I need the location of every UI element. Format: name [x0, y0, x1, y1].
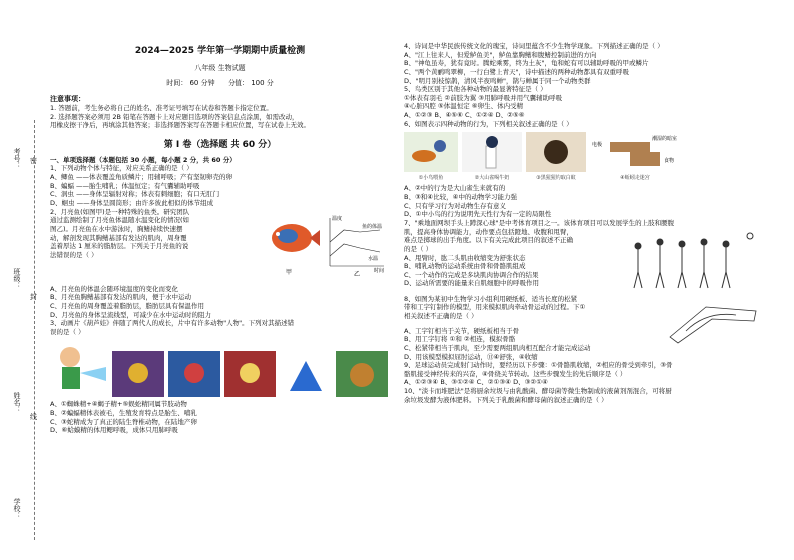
name-label: 姓名： — [13, 392, 21, 413]
question-line: C、"两个黄鹂鸣翠柳，一行白鹭上青天"，诗中描述的两种动物都具有双重呼吸 — [404, 67, 630, 76]
question-line: 5、鸟类区别于其他各种动物的最显著特征是（ ） — [404, 85, 547, 94]
question-line: B、月亮鱼胸鳍基部有发达的肌肉，便于水中运动 — [50, 293, 191, 302]
question-line: A、甩臂时，肱二头肌由收缩变为舒张状态 — [404, 253, 526, 262]
note-line: 2. 选择题答案必须用 2B 铅笔在答题卡上对应题目选项的答案信息点涂黑，如需改动， — [50, 112, 299, 121]
electrode-label: 电极 — [592, 142, 603, 149]
question-line: ④心脏四腔 ⑤体温恒定 ⑥卵生、体内受精 — [404, 102, 524, 111]
exam-title: 2024—2025 学年第一学期期中质量检测 — [134, 46, 306, 56]
y-axis-label: 温度 — [332, 215, 343, 222]
behavior-img-4 — [590, 132, 680, 181]
question-line: D、月亮鱼的身体呈流线型，可减少在水中运动时的阻力 — [50, 310, 212, 319]
behavior-img-2 — [462, 132, 522, 181]
score-label: 分值： — [227, 79, 249, 88]
question-line: D、用该模型模拟屈肘运动，⑪④舒张，④收缩 — [404, 352, 538, 361]
class-label: 班级： — [13, 268, 21, 289]
q2-block — [50, 208, 390, 285]
right-column — [404, 42, 760, 404]
cartoon-scene-1 — [112, 351, 164, 397]
question-line: ①体表有羽毛 ②前肢为翼 ③用肺呼吸并用气囊辅助呼吸 — [404, 93, 563, 102]
caption-jia: 甲 — [286, 268, 293, 276]
score-value: 100 分 — [251, 79, 274, 88]
question-line: 盖着厚达 1 厘米的脂肪层。下列关于月亮鱼的说 — [50, 242, 189, 251]
binding-margin — [0, 0, 40, 560]
behavior-images — [404, 131, 760, 181]
x-axis-label: 时间 — [374, 267, 385, 274]
question-line: 7、"乘地面网坝手头上蹲深心球"是中考体育项目之一。该体育项目可以发展学生的上肢和腰腹 — [404, 218, 675, 227]
exam-meta — [50, 79, 390, 88]
question-line: A、②中的行为是大山雀生来就有的 — [404, 184, 506, 193]
question-line: C、一个动作的完成是多块肌肉协调合作的结果 — [404, 270, 539, 279]
question-line: D、蛔虫 ——身体呈圆筒形；由许多彼此相似的体节组成 — [50, 198, 214, 207]
question-line: 难点是掷球的出手角度。以下有关完成此项目的叙述不正确 — [404, 236, 573, 245]
seal-mark-feng: 封 — [30, 293, 37, 301]
question-line: 1、下列动物个体与特征，对应关系正确的是（ ） — [50, 164, 193, 173]
question-line: A、工字钉相当于关节，硬纸板相当于骨 — [404, 326, 519, 335]
caption-3: ③黑猩猩钓取白蚁 — [536, 174, 576, 181]
question-line: C、③蛇精成为了真正的陆生脊椎动物，在陆地产卵 — [50, 417, 197, 426]
question-line: D、①中小鸟的行为说明先天性行为有一定的局限性 — [404, 210, 552, 219]
question-line: 2、月亮鱼(如图甲)是一种特殊的鱼类。研究团队 — [50, 207, 190, 216]
food-label: 食物 — [664, 158, 675, 165]
cartoon-images — [50, 339, 390, 397]
caption-2: ②大山雀喝牛奶 — [474, 174, 510, 181]
cartoon-scene-3 — [224, 351, 276, 397]
cartoon-scene-2 — [168, 351, 220, 397]
moonfish-figure — [264, 212, 388, 278]
seal-mark-xian: 线 — [30, 413, 37, 421]
arm-model-figure — [666, 301, 758, 345]
water-temp-label: 水温 — [368, 255, 379, 262]
q7-block — [404, 228, 760, 295]
note-line: 用橡皮擦干净后，再填涂其他答案；非选择题答案写在答题卡相应位置，写在试卷上无效。 — [50, 121, 310, 130]
calabash-boy-image — [50, 339, 108, 397]
question-line: C、涡虫 ——身体呈辐射对称；体表有刺细胞；有口无肛门 — [50, 190, 220, 199]
question-line: 动，解剖发现其胸鳍基部有发达的肌肉，周身覆 — [50, 233, 187, 242]
question-line: 余垃圾发酵为液体肥料。下列关于乳酸菌和酵母菌的叙述正确的是（ ） — [404, 395, 608, 404]
question-line: 9、足球运动员完成射门动作时，要经历以下步骤：①骨骼肌收缩，②相应的骨受到牵引，③骨 — [404, 361, 673, 370]
caption-yi: 乙 — [354, 270, 361, 278]
dark-room-label: 潮湿的暗室 — [652, 136, 678, 143]
question-line: 骼肌接受神经传来的兴奋，④骨绕关节转动。这些步骤发生的先后顺序是（ ） — [404, 369, 627, 378]
question-line: B、③和④比较，④中的动物学习能力强 — [404, 193, 517, 202]
question-line: 4、诗词是中华民族传统文化的瑰宝，诗词里蕴含不少生物学现象。下列描述正确的是（ ） — [404, 42, 664, 50]
question-line: 8、如图为某初中生物学习小组利用硬纸板、适当长度的松紧 — [404, 294, 578, 303]
time-label: 时间： — [166, 79, 188, 88]
moonfish-image — [272, 224, 320, 252]
school-label: 学校： — [13, 498, 21, 519]
question-line: D、⑥蛤蟆精的体用鳃呼吸，成体只用肺呼吸 — [50, 426, 178, 435]
question-line: B、②蝙蝠精体表被毛，生殖发育特点是胎生、哺乳 — [50, 409, 197, 418]
ball-icon — [747, 233, 753, 239]
question-line: 相关叙述不正确的是（ ） — [404, 311, 478, 320]
question-line: D、运动所需要的能量来自肌细胞中的呼吸作用 — [404, 279, 540, 288]
question-line: B、蝙蝠 ——胎生哺乳；体温恒定；有气囊辅助呼吸 — [50, 181, 200, 190]
q8-block — [404, 295, 760, 327]
question-line: 法错误的是（ ） — [50, 250, 98, 259]
fish-temp-line — [330, 230, 380, 242]
notes-heading: 注意事项： — [50, 94, 85, 103]
water-temp-line — [330, 244, 380, 256]
question-line: 3、动画片《葫芦娃》伴随了两代人的成长，片中有许多动物"人物"。下列对其描述错 — [50, 319, 295, 328]
question-line: C、松紧带相当于肌肉，至少需要两组肌肉相互配合才能完成运动 — [404, 343, 591, 352]
question-line: A、鲫鱼 ——体表覆盖角质鳞片；用辅呼吸；产有坚韧卵壳的卵 — [50, 173, 233, 182]
question-line: 带和工字钉制作的模型，用来模拟肌肉牵动骨运动的过程。下① — [404, 303, 586, 312]
question-line: 图乙)。月亮鱼在水中游泳时，胸鳍持续快速摆 — [50, 224, 183, 233]
question-line: 的是（ ） — [404, 244, 433, 253]
question-line: B、用工字钉将 ①和 ②相连，模拟骨骼 — [404, 335, 516, 344]
question-line: 6、如图表示四种动物的行为，下列相关叙述正确的是（ ） — [404, 119, 573, 128]
seal-mark-mi: 密 — [30, 157, 37, 165]
question-line: A、月亮鱼的体温会随环境温度的变化而变化 — [50, 284, 178, 293]
left-column — [50, 0, 390, 435]
caption-1: ①小鸟喂鱼 — [418, 174, 444, 181]
question-line: A、①②③④ B、③①②④ C、②①③④ D、③②①④ — [404, 378, 548, 387]
ball-throw-figure — [628, 228, 758, 292]
note-line: 1. 答题前，考生务必将自己的姓名、准考证号填写在试卷和答题卡指定位置。 — [50, 103, 273, 112]
question-line: A、"江上往来人，但爱鲈鱼美"，鲈鱼靠胸鳍和腹鳍控制前进的方向 — [404, 50, 597, 59]
question-line: 通过监测绘制了月亮鱼体温随水温变化的情况(如 — [50, 216, 190, 225]
question-line: A、①②③ B、④⑤⑥ C、①②④ D、②⑤⑥ — [404, 111, 525, 120]
question-line: A、①蜘蛛精+④蝎子精+⑤蜈蚣精同属节肢动物 — [50, 400, 187, 409]
time-value: 60 分钟 — [189, 79, 215, 88]
section-title: 第 I 卷（选择题 共 60 分） — [163, 139, 277, 150]
behavior-img-1 — [404, 132, 458, 181]
behavior-img-3 — [526, 132, 586, 181]
question-line: 10、"淡卡而堆肥法"是将厨余垃圾与由乳酸菌、酵母菌等微生物制成的液菌剂剂混合，可将厨 — [404, 387, 672, 396]
fish-temp-label: 鱼的体温 — [362, 223, 383, 230]
question-line: B、哺乳动物的运动系统由骨和骨骼肌组成 — [404, 262, 526, 271]
caption-4: ④蚯蚓走迷宫 — [620, 174, 650, 181]
question-line: B、"神龟虽寿，犹有竟时。腾蛇乘雾，终为土灰"，龟和蛇有可以辅助呼吸的甲或鳞片 — [404, 59, 649, 68]
question-line: 误的是（ ） — [50, 327, 85, 336]
cartoon-scene-5 — [336, 351, 388, 397]
question-line: D、"明月别枝惊鹊，清风半夜鸣蝉"，鹊与蝉属于同一个动物类群 — [404, 76, 591, 85]
cartoon-scene-4 — [280, 351, 332, 397]
exam-subtitle: 八年级 生物试题 — [194, 63, 246, 72]
binding-dashed-line — [34, 120, 35, 540]
question-line: C、只有学习行为对动物生存有意义 — [404, 201, 507, 210]
question-line: C、月亮鱼的周身覆盖着脂肪层，脂肪层具有保温作用 — [50, 301, 205, 310]
question-line: 肌，提高身体协调能力，动作要点包括蹬地、收腹和甩臂， — [404, 227, 573, 236]
exam-number-label: 考号： — [13, 148, 21, 169]
part-heading: 一、单项选择题（本题包括 30 小题，每小题 2 分，共 60 分） — [50, 155, 236, 164]
